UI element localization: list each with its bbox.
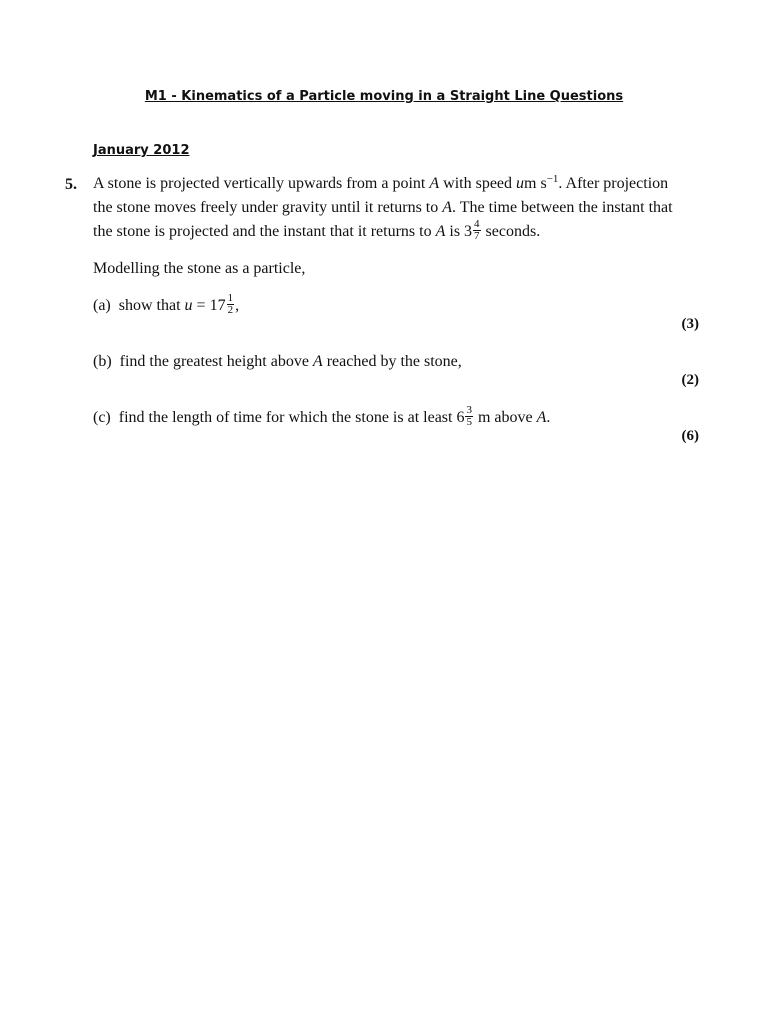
text-segment: , [235,297,240,314]
text-segment: with speed [439,175,517,192]
text-segment: . After projection [558,175,669,192]
text-segment: . [546,409,551,426]
part-b-marks: (2) [681,372,699,388]
unit-exponent: −1 [546,173,559,185]
text-segment: the stone is projected and the instant that it returns to [93,223,436,240]
text-segment: = 17 [192,297,226,314]
question-text-line-3 [93,217,541,244]
part-label: (c) [93,409,111,426]
fraction-denominator: 7 [474,229,480,242]
text-segment: seconds. [481,223,541,240]
point-variable: A [429,175,440,192]
part-label: (b) [93,353,112,370]
text-segment: m above [473,409,537,426]
speed-variable: u [184,297,193,314]
question-number: 5. [65,176,77,193]
exam-session-heading: January 2012 [93,143,190,158]
part-c [93,403,551,430]
point-variable: A [435,223,446,240]
point-variable: A [536,409,547,426]
text-segment: A stone is projected vertically upwards from a point [93,175,430,192]
time-fraction [473,219,481,242]
text-segment: show that [118,297,185,314]
fraction-denominator: 2 [227,303,234,316]
fraction-denominator: 5 [466,415,472,428]
part-a-marks: (3) [681,316,699,332]
question-intro: Modelling the stone as a particle, [93,260,306,277]
text-segment: find the length of time for which the stone is at least 6 [118,409,465,426]
speed-unit: m s [524,175,547,192]
part-b [93,350,462,374]
question-text-line-2 [93,196,673,220]
text-segment: . The time between the instant that [452,199,673,216]
part-c-marks: (6) [681,428,699,444]
point-variable: A [442,199,453,216]
speed-variable: u [516,175,525,192]
part-label: (a) [93,297,111,314]
text-segment: find the greatest height above [119,353,313,370]
fraction-numerator: 4 [474,217,480,230]
fraction-numerator: 3 [466,403,472,416]
point-variable: A [312,353,323,370]
text-segment: is 3 [445,223,473,240]
text-segment: reached by the stone, [322,353,462,370]
document-title: M1 - Kinematics of a Particle moving in a Straight Line Questions [144,89,624,104]
question-text-line-1 [93,172,668,196]
text-segment: the stone moves freely under gravity until it returns to [93,199,443,216]
part-a [93,291,240,318]
fraction-numerator: 1 [227,291,234,304]
height-fraction [465,405,473,428]
speed-fraction [227,293,235,316]
